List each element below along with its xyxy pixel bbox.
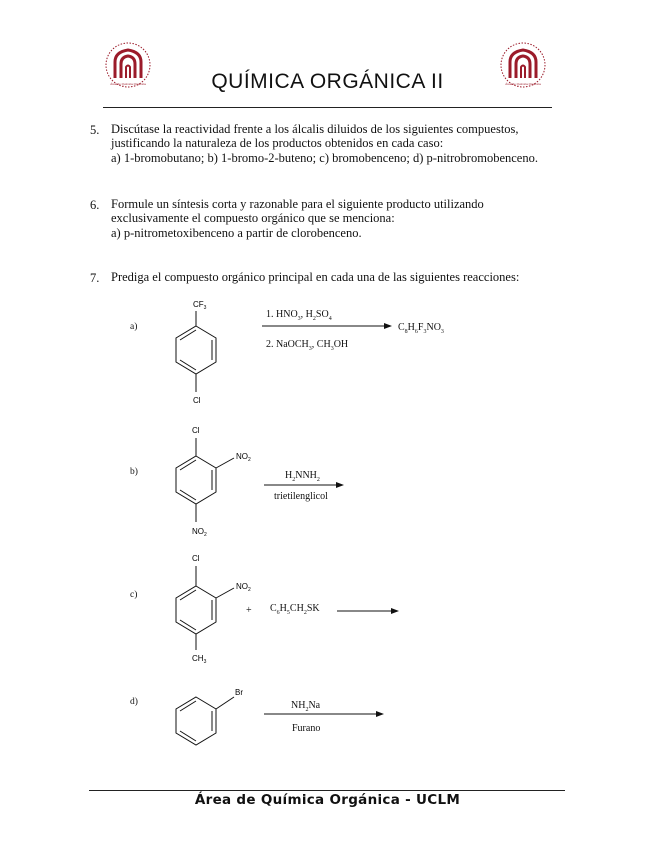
cl-label: Cl: [192, 554, 200, 563]
question-6-items: a) p-nitrometoxibenceno a partir de clorobenceno.: [111, 226, 362, 240]
footer-text: Área de Química Orgánica - UCLM: [194, 792, 461, 808]
cf3-label: $CF_3$: [193, 300, 207, 311]
question-5-line-2: justificando la naturaleza de los productos obtenidos en cada caso:: [111, 136, 444, 150]
reaction-c-label: c): [130, 590, 138, 600]
no2-label: $NO_2$: [236, 582, 251, 593]
reaction-a-label: a): [130, 322, 138, 332]
question-number: 6.: [90, 198, 100, 212]
cl-label: Cl: [193, 396, 201, 405]
reaction-b-reagent-top: $H_2NNH_2$: [285, 470, 320, 483]
question-7-line-1: Prediga el compuesto orgánico principal en cada una de las siguientes reacciones:: [111, 270, 520, 284]
reaction-b-arrow: [264, 481, 344, 489]
page-title: QUÍMICA ORGÁNICA II: [211, 70, 444, 93]
br-label: Br: [235, 688, 243, 697]
question-number: 5.: [90, 123, 100, 137]
ch3-label: $CH_3$: [192, 654, 207, 665]
no2-label: $NO_2$: [192, 527, 207, 538]
logo-text: Área de Química Orgánica: [110, 82, 146, 86]
reaction-d-label: d): [130, 697, 138, 707]
reaction-c-plus: +: [246, 605, 252, 616]
logo-text: Área de Química Orgánica: [505, 82, 541, 86]
question-6-line-2: exclusivamente el compuesto orgánico que se menciona:: [111, 211, 395, 225]
reaction-c-molecule: [160, 550, 260, 668]
no2-label: $NO_2$: [236, 452, 251, 463]
reaction-c-arrow: [337, 607, 399, 615]
reaction-a-reagent-1: 1. $HNO_3$, $H_2SO_4$: [266, 309, 332, 322]
reaction-b-label: b): [130, 467, 138, 477]
question-5-line-1: Discútase la reactividad frente a los álcalis diluidos de los siguientes compuestos,: [111, 122, 519, 136]
reaction-d-reagent-top: $NH_2Na$: [291, 700, 321, 713]
reaction-b-molecule: [160, 420, 260, 540]
reaction-d-molecule: [160, 683, 250, 753]
footer-divider: [89, 790, 565, 791]
reaction-d-reagent-bottom: Furano: [292, 723, 321, 734]
question-number: 7.: [90, 271, 100, 285]
question-6-line-1: Formule un síntesis corta y razonable para el siguiente producto utilizando: [111, 197, 484, 211]
reaction-a-arrow: [262, 322, 392, 330]
reaction-a-reagent-2: 2. NaOCH$_3$, $CH_3OH$: [266, 339, 349, 352]
question-5-items: a) 1-bromobutano; b) 1-bromo-2-buteno; c) bromobenceno; d) p-nitrobromobenceno.: [111, 151, 538, 165]
cl-label: Cl: [192, 426, 200, 435]
reaction-a-molecule: [160, 295, 230, 410]
reaction-d-arrow: [264, 710, 384, 718]
reaction-a-product: $C_8H_6F_3NO_3$: [398, 322, 444, 335]
reaction-b-reagent-bottom: trietilenglicol: [274, 491, 328, 502]
reaction-c-reagent: $C_6H_5CH_2SK$: [270, 603, 320, 616]
header-divider: [103, 107, 552, 108]
